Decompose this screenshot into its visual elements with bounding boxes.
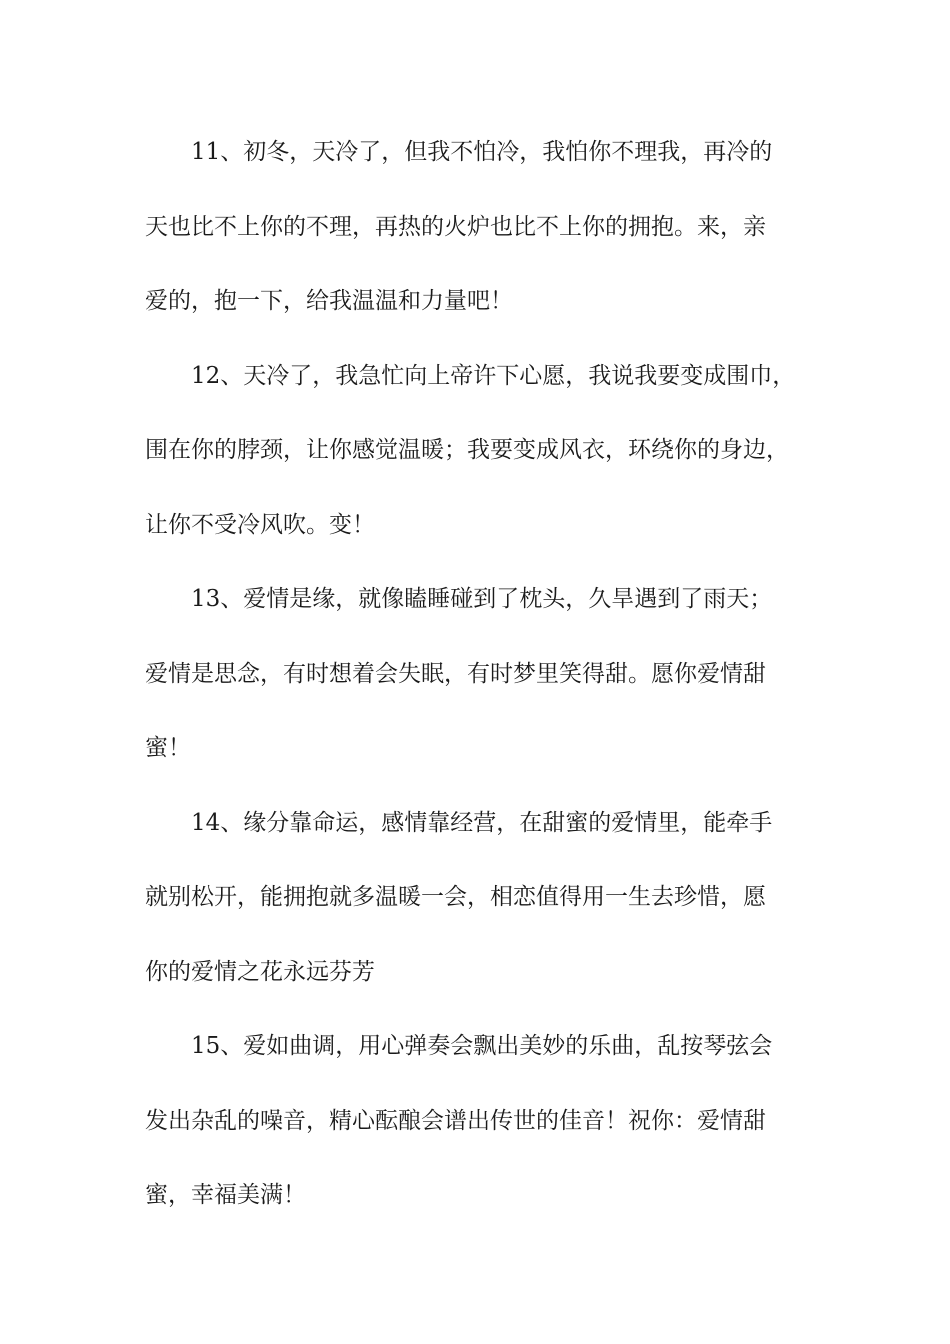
paragraph-15-line-3: 蜜，幸福美满！ [145,1182,306,1208]
document-body [145,128,810,1246]
paragraph-12-line-1: 12、天冷了，我急忙向上帝许下心愿，我说我要变成围巾， [191,362,796,389]
paragraph-13-line-3: 蜜！ [145,735,191,761]
paragraph-12-line-3: 让你不受冷风吹。变！ [145,511,375,538]
paragraph-14-line-2: 就别松开，能拥抱就多温暖一会，相恋值得用一生去珍惜，愿 [145,884,766,910]
paragraph-14-line-3: 你的爱情之花永远芬芳 [145,958,375,985]
paragraph-13-line-2: 爱情是思念，有时想着会失眠，有时梦里笑得甜。愿你爱情甜 [145,660,766,687]
paragraph-12-line-2: 围在你的脖颈，让你感觉温暖；我要变成风衣，环绕你的身边， [145,437,789,463]
paragraph-11-line-3: 爱的，抱一下，给我温温和力量吧！ [145,288,513,314]
paragraph-11-line-1: 11、初冬，天冷了，但我不怕冷，我怕你不理我，再冷的 [191,139,773,165]
paragraph-11-line-2: 天也比不上你的不理，再热的火炉也比不上你的拥抱。来，亲 [145,213,766,240]
paragraph-15-line-2: 发出杂乱的噪音，精心酝酿会谱出传世的佳音！祝你：爱情甜 [145,1107,766,1134]
paragraph-13-line-1: 13、爱情是缘，就像瞌睡碰到了枕头，久旱遇到了雨天； [191,586,773,612]
paragraph-15-line-1: 15、爱如曲调，用心弹奏会飘出美妙的乐曲，乱按琴弦会 [191,1033,773,1059]
paragraph-14-line-1: 14、缘分靠命运，感情靠经营，在甜蜜的爱情里，能牵手 [191,809,773,836]
